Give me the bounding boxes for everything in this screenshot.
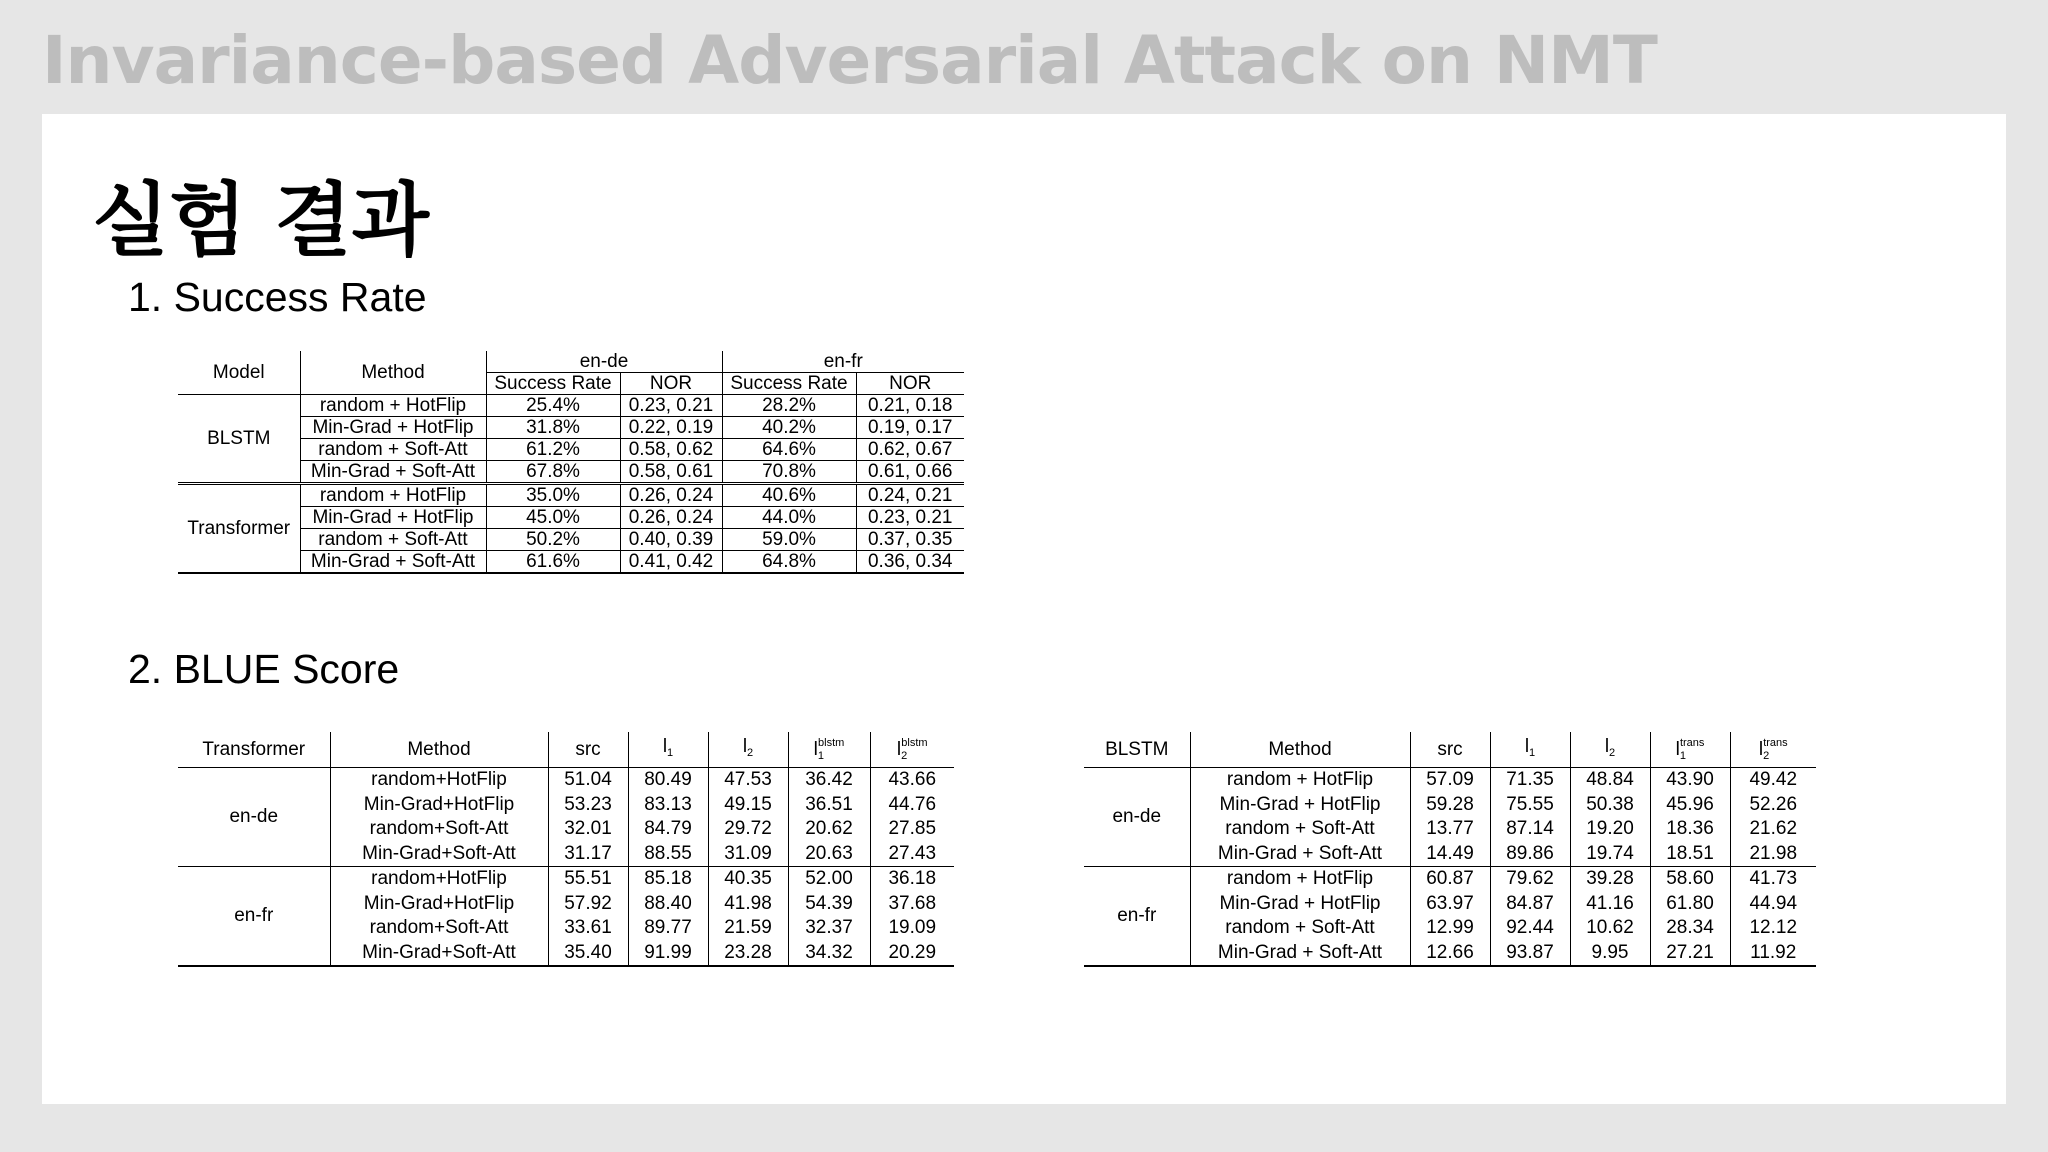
- header-l-label: l: [1604, 735, 1610, 757]
- value-cell: 44.76: [888, 793, 937, 815]
- value-cell: 40.35: [708, 867, 788, 892]
- value-cell: 20.62: [788, 817, 870, 842]
- value-cell: 0.23, 0.21: [620, 395, 722, 417]
- method-cell: Min-Grad + HotFlip: [300, 417, 486, 439]
- header-superscript: trans: [1763, 737, 1788, 749]
- header-model: Model: [178, 351, 300, 395]
- table-row: [178, 484, 964, 507]
- value-cell: 19.09: [888, 917, 937, 939]
- header-subscript: 2: [1609, 746, 1616, 759]
- header-subscript: 2: [901, 750, 908, 762]
- value-cell: 36.18: [870, 867, 954, 892]
- value-cell: 13.77: [1410, 817, 1490, 842]
- value-cell: 19.74: [1570, 842, 1650, 867]
- method-cell: random + HotFlip: [1190, 768, 1410, 793]
- header-l1: [628, 732, 708, 768]
- value-cell: 19.20: [1570, 817, 1650, 842]
- header-subscript: 1: [1679, 750, 1686, 762]
- value-cell: 84.87: [1490, 892, 1570, 917]
- value-cell: 67.8%: [486, 461, 620, 484]
- language-pair-cell: en-de: [178, 768, 330, 867]
- value-cell: 0.58, 0.61: [620, 461, 722, 484]
- method-cell: random+Soft-Att: [330, 916, 548, 941]
- value-cell: 80.49: [628, 768, 708, 793]
- table-row: [1084, 793, 1816, 818]
- header-l2-blstm: [870, 732, 954, 768]
- header-subscript: 1: [667, 746, 674, 759]
- method-cell: Min-Grad + Soft-Att: [1190, 842, 1410, 867]
- value-cell: 43.90: [1650, 768, 1730, 793]
- header-subscript: 2: [747, 746, 754, 759]
- blue-score-transformer-table: [178, 732, 954, 967]
- header-l-label: l: [896, 739, 902, 760]
- value-cell: 0.41, 0.42: [620, 551, 722, 574]
- value-cell: 51.04: [548, 768, 628, 793]
- value-cell: 12.12: [1749, 917, 1798, 939]
- header-lang-enfr: en-fr: [722, 351, 964, 373]
- header-method: Method: [1190, 732, 1410, 768]
- value-cell: 0.58, 0.62: [620, 439, 722, 461]
- value-cell: 50.2%: [486, 529, 620, 551]
- value-cell: 28.34: [1650, 916, 1730, 941]
- value-cell: 0.62, 0.67: [856, 439, 964, 461]
- table-header-row: [1084, 732, 1816, 768]
- header-src: src: [1410, 732, 1490, 768]
- value-cell: 93.87: [1490, 941, 1570, 967]
- value-cell: 28.2%: [722, 395, 856, 417]
- method-cell: random + Soft-Att: [1190, 916, 1410, 941]
- value-cell: 31.8%: [486, 417, 620, 439]
- header-superscript: blstm: [818, 737, 845, 749]
- value-cell: 36.51: [788, 793, 870, 818]
- value-cell: 52.00: [788, 867, 870, 892]
- table-row: [1084, 842, 1816, 867]
- value-cell: 64.8%: [722, 551, 856, 574]
- header-l-label: l: [1675, 739, 1680, 760]
- header-l1-blstm: [788, 732, 870, 768]
- model-cell: Transformer: [178, 484, 300, 574]
- header-l2: [708, 732, 788, 768]
- language-pair-cell: en-de: [1084, 768, 1190, 867]
- header-model: BLSTM: [1084, 732, 1190, 768]
- header-method: Method: [330, 732, 548, 768]
- value-cell: 23.28: [708, 941, 788, 967]
- value-cell: 44.94: [1749, 892, 1798, 914]
- section-blue-score-title: 2. BLUE Score: [128, 646, 400, 692]
- value-cell: 11.92: [1730, 941, 1816, 967]
- value-cell: 64.6%: [722, 439, 856, 461]
- value-cell: 0.37, 0.35: [856, 529, 964, 551]
- page-heading: 실험 결과: [92, 174, 429, 267]
- table-row: [178, 867, 954, 892]
- header-src: src: [548, 732, 628, 768]
- method-cell: random + HotFlip: [300, 484, 486, 507]
- value-cell: 89.86: [1490, 842, 1570, 867]
- value-cell: 87.14: [1490, 817, 1570, 842]
- value-cell: 25.4%: [486, 395, 620, 417]
- value-cell: 33.61: [548, 916, 628, 941]
- value-cell: 21.62: [1749, 818, 1798, 840]
- header-l2: [1570, 732, 1650, 768]
- value-cell: 12.66: [1410, 941, 1490, 967]
- method-cell: Min-Grad+Soft-Att: [330, 941, 548, 967]
- method-cell: Min-Grad + HotFlip: [1190, 793, 1410, 818]
- method-cell: Min-Grad+Soft-Att: [330, 842, 548, 867]
- method-cell: Min-Grad+HotFlip: [330, 892, 548, 917]
- table-row: [1084, 867, 1816, 892]
- value-cell: 61.6%: [486, 551, 620, 574]
- value-cell: 44.0%: [722, 507, 856, 529]
- value-cell: 12.99: [1410, 916, 1490, 941]
- header-subscript: 1: [817, 750, 825, 762]
- value-cell: 40.6%: [722, 484, 856, 507]
- method-cell: random+HotFlip: [330, 867, 548, 892]
- value-cell: 0.24, 0.21: [856, 484, 964, 507]
- value-cell: 57.09: [1410, 768, 1490, 793]
- value-cell: 59.0%: [722, 529, 856, 551]
- method-cell: random+HotFlip: [330, 768, 548, 793]
- value-cell: 75.55: [1490, 793, 1570, 818]
- header-method: Method: [300, 351, 486, 395]
- header-subscript: 2: [1763, 750, 1770, 762]
- value-cell: 36.42: [788, 768, 870, 793]
- method-cell: random + HotFlip: [1190, 867, 1410, 892]
- value-cell: 21.98: [1749, 842, 1798, 864]
- header-l-label: l: [1758, 739, 1764, 760]
- value-cell: 29.72: [708, 817, 788, 842]
- value-cell: 89.77: [628, 916, 708, 941]
- value-cell: 45.0%: [486, 507, 620, 529]
- value-cell: 0.21, 0.18: [856, 395, 964, 417]
- header-l1-trans: [1650, 732, 1730, 768]
- header-l-label: l: [742, 735, 748, 757]
- table-header-row: [178, 351, 964, 373]
- header-success-rate: Success Rate: [722, 373, 856, 395]
- slide-content: [42, 114, 2006, 1104]
- language-pair-cell: en-fr: [178, 867, 330, 967]
- header-success-rate: Success Rate: [486, 373, 620, 395]
- method-cell: random + Soft-Att: [300, 529, 486, 551]
- value-cell: 41.73: [1730, 867, 1816, 892]
- header-superscript: blstm: [901, 737, 928, 749]
- table-row: [1084, 892, 1816, 917]
- table-row: [178, 395, 964, 417]
- value-cell: 41.16: [1570, 892, 1650, 917]
- value-cell: 52.26: [1749, 793, 1798, 815]
- method-cell: Min-Grad+HotFlip: [330, 793, 548, 818]
- value-cell: 39.28: [1570, 867, 1650, 892]
- value-cell: 21.59: [708, 916, 788, 941]
- header-model: Transformer: [178, 732, 330, 768]
- value-cell: 32.37: [788, 916, 870, 941]
- value-cell: 34.32: [788, 941, 870, 967]
- value-cell: 31.09: [708, 842, 788, 867]
- value-cell: 48.84: [1570, 768, 1650, 793]
- value-cell: 27.85: [888, 818, 937, 840]
- value-cell: 49.15: [708, 793, 788, 818]
- value-cell: 0.22, 0.19: [620, 417, 722, 439]
- value-cell: 60.87: [1410, 867, 1490, 892]
- value-cell: 40.2%: [722, 417, 856, 439]
- value-cell: 0.19, 0.17: [856, 417, 964, 439]
- table-row: [178, 768, 954, 793]
- value-cell: 0.26, 0.24: [620, 507, 722, 529]
- method-cell: Min-Grad + Soft-Att: [300, 551, 486, 574]
- method-cell: Min-Grad + HotFlip: [1190, 892, 1410, 917]
- blue-score-blstm-table: [1084, 732, 1816, 967]
- value-cell: 10.62: [1570, 916, 1650, 941]
- method-cell: random+Soft-Att: [330, 817, 548, 842]
- method-cell: Min-Grad + Soft-Att: [300, 461, 486, 484]
- value-cell: 14.49: [1410, 842, 1490, 867]
- value-cell: 41.98: [708, 892, 788, 917]
- value-cell: 0.61, 0.66: [856, 461, 964, 484]
- header-superscript: trans: [1679, 737, 1705, 749]
- model-cell: BLSTM: [178, 395, 300, 484]
- table-row: [1084, 817, 1816, 842]
- table-row: [1084, 941, 1816, 967]
- header-nor: NOR: [620, 373, 722, 395]
- header-nor: NOR: [856, 373, 964, 395]
- value-cell: 92.44: [1490, 916, 1570, 941]
- value-cell: 35.40: [548, 941, 628, 967]
- value-cell: 49.42: [1749, 769, 1798, 791]
- success-rate-table: [178, 351, 964, 574]
- value-cell: 37.68: [888, 892, 937, 914]
- header-lang-ende: en-de: [486, 351, 722, 373]
- value-cell: 27.21: [1650, 941, 1730, 967]
- value-cell: 0.23, 0.21: [856, 507, 964, 529]
- header-l-label: l: [1524, 735, 1530, 757]
- value-cell: 9.95: [1570, 941, 1650, 967]
- value-cell: 71.35: [1490, 768, 1570, 793]
- value-cell: 54.39: [788, 892, 870, 917]
- value-cell: 79.62: [1490, 867, 1570, 892]
- header-l1: [1490, 732, 1570, 768]
- value-cell: 20.63: [788, 842, 870, 867]
- value-cell: 55.51: [548, 867, 628, 892]
- header-l-label: l: [662, 735, 668, 757]
- value-cell: 83.13: [628, 793, 708, 818]
- value-cell: 0.40, 0.39: [620, 529, 722, 551]
- method-cell: random + HotFlip: [300, 395, 486, 417]
- header-l2-trans: [1730, 732, 1816, 768]
- value-cell: 32.01: [548, 817, 628, 842]
- method-cell: random + Soft-Att: [300, 439, 486, 461]
- table-row: [1084, 916, 1816, 941]
- value-cell: 27.43: [888, 842, 937, 864]
- value-cell: 59.28: [1410, 793, 1490, 818]
- value-cell: 88.55: [628, 842, 708, 867]
- value-cell: 61.80: [1650, 892, 1730, 917]
- value-cell: 0.26, 0.24: [620, 484, 722, 507]
- value-cell: 0.36, 0.34: [856, 551, 964, 574]
- header-l-label: l: [813, 739, 818, 760]
- value-cell: 18.51: [1650, 842, 1730, 867]
- value-cell: 45.96: [1650, 793, 1730, 818]
- value-cell: 70.8%: [722, 461, 856, 484]
- method-cell: Min-Grad + Soft-Att: [1190, 941, 1410, 967]
- value-cell: 57.92: [548, 892, 628, 917]
- header-subscript: 1: [1529, 746, 1536, 759]
- value-cell: 84.79: [628, 817, 708, 842]
- value-cell: 20.29: [870, 941, 954, 967]
- slide-title: Invariance-based Adversarial Attack on NMT: [42, 22, 1657, 99]
- value-cell: 47.53: [708, 768, 788, 793]
- value-cell: 35.0%: [486, 484, 620, 507]
- value-cell: 43.66: [888, 769, 937, 791]
- value-cell: 31.17: [548, 842, 628, 867]
- value-cell: 61.2%: [486, 439, 620, 461]
- table-row: [1084, 768, 1816, 793]
- value-cell: 18.36: [1650, 817, 1730, 842]
- value-cell: 88.40: [628, 892, 708, 917]
- method-cell: random + Soft-Att: [1190, 817, 1410, 842]
- method-cell: Min-Grad + HotFlip: [300, 507, 486, 529]
- value-cell: 85.18: [628, 867, 708, 892]
- value-cell: 58.60: [1650, 867, 1730, 892]
- table-header-row: [178, 732, 954, 768]
- language-pair-cell: en-fr: [1084, 867, 1190, 967]
- value-cell: 91.99: [628, 941, 708, 967]
- value-cell: 53.23: [548, 793, 628, 818]
- section-success-rate-title: 1. Success Rate: [128, 274, 427, 320]
- value-cell: 50.38: [1570, 793, 1650, 818]
- value-cell: 63.97: [1410, 892, 1490, 917]
